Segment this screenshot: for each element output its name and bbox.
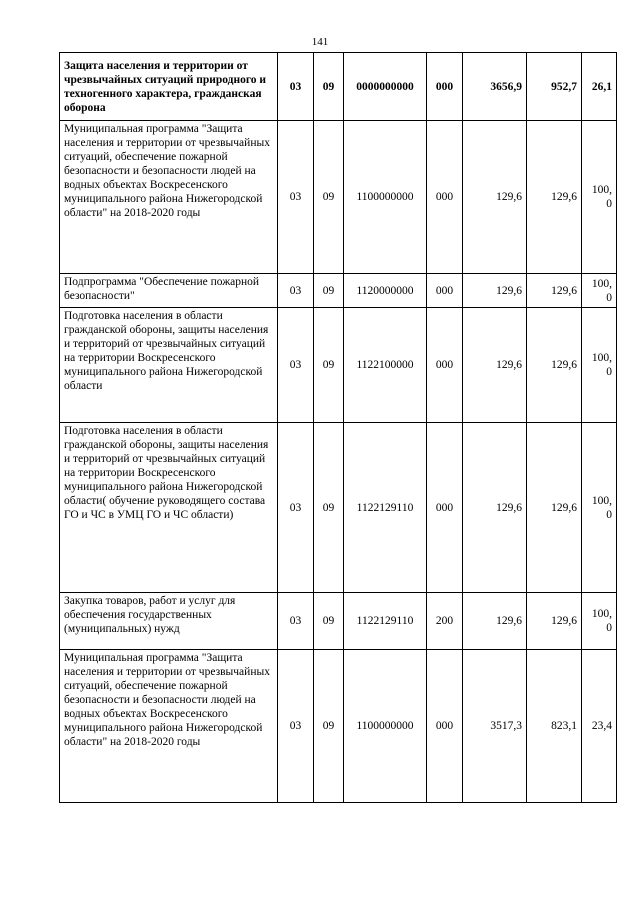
row-section: 03 bbox=[278, 308, 314, 423]
row-percent-part: 0 bbox=[606, 622, 612, 634]
row-percent bbox=[582, 593, 617, 650]
row-actual-value: 129,6 bbox=[527, 274, 582, 308]
row-actual-value: 129,6 bbox=[527, 121, 582, 274]
row-section: 03 bbox=[278, 423, 314, 593]
page-number: 141 bbox=[311, 36, 329, 48]
table-body bbox=[60, 53, 617, 803]
table-row bbox=[60, 308, 617, 423]
row-expense-type: 000 bbox=[427, 650, 463, 803]
row-actual-value: 952,7 bbox=[527, 53, 582, 121]
row-section: 03 bbox=[278, 121, 314, 274]
row-target-article: 1100000000 bbox=[344, 650, 427, 803]
row-actual-value: 129,6 bbox=[527, 308, 582, 423]
row-plan-value: 129,6 bbox=[463, 121, 527, 274]
row-percent bbox=[582, 308, 617, 423]
row-section: 03 bbox=[278, 593, 314, 650]
row-percent-part: 100, bbox=[591, 184, 612, 196]
table-row bbox=[60, 650, 617, 803]
row-section: 03 bbox=[278, 53, 314, 121]
row-name: Закупка товаров, работ и услуг для обеспечения государственных (муниципальных) нужд bbox=[60, 593, 278, 650]
row-plan-value: 3517,3 bbox=[463, 650, 527, 803]
table-row bbox=[60, 274, 617, 308]
row-subsection: 09 bbox=[314, 650, 344, 803]
row-percent-part: 100, bbox=[591, 494, 612, 507]
row-expense-type: 200 bbox=[427, 593, 463, 650]
row-percent-part: 0 bbox=[606, 198, 612, 210]
row-subsection: 09 bbox=[314, 423, 344, 593]
row-actual-value: 129,6 bbox=[527, 593, 582, 650]
row-percent bbox=[582, 650, 617, 803]
row-name: Муниципальная программа "Защита населения и территории от чрезвычайных ситуаций, обеспечение пожарной безопасности и безопасности людей на водных объектах Воскресенского муниципального района Нижегородской области" на 2018-2020 годы bbox=[60, 121, 278, 274]
row-percent bbox=[582, 121, 617, 274]
row-expense-type: 000 bbox=[427, 423, 463, 593]
row-target-article: 1122100000 bbox=[344, 308, 427, 423]
row-percent-part: 23,4 bbox=[591, 720, 612, 732]
row-percent-part: 26,1 bbox=[591, 80, 612, 93]
row-percent-part: 0 bbox=[606, 291, 612, 304]
row-section: 03 bbox=[278, 650, 314, 803]
row-percent bbox=[582, 423, 617, 593]
row-target-article: 0000000000 bbox=[344, 53, 427, 121]
table-row bbox=[60, 53, 617, 121]
row-percent-part: 0 bbox=[606, 508, 612, 521]
row-percent-part: 100, bbox=[591, 277, 612, 290]
row-target-article: 1100000000 bbox=[344, 121, 427, 274]
row-percent bbox=[582, 274, 617, 308]
row-percent-part: 100, bbox=[591, 608, 612, 620]
row-actual-value: 129,6 bbox=[527, 423, 582, 593]
row-expense-type: 000 bbox=[427, 308, 463, 423]
row-section: 03 bbox=[278, 274, 314, 308]
row-name: Муниципальная программа "Защита населения и территории от чрезвычайных ситуаций, обеспечение пожарной безопасности и безопасности людей на водных объектах Воскресенского муниципального района Нижегородской области" на 2018-2020 годы bbox=[60, 650, 278, 803]
row-name: Защита населения и территории от чрезвычайных ситуаций природного и техногенного характера, гражданская оборона bbox=[60, 53, 278, 121]
table-row bbox=[60, 121, 617, 274]
row-plan-value: 3656,9 bbox=[463, 53, 527, 121]
row-name: Подготовка населения в области гражданской обороны, защиты населения и территорий от чрезвычайных ситуаций на территории Воскресенского муниципального района Нижегородской области bbox=[60, 308, 278, 423]
row-subsection: 09 bbox=[314, 274, 344, 308]
budget-table bbox=[59, 52, 617, 803]
row-target-article: 1122129110 bbox=[344, 593, 427, 650]
row-percent-part: 100, bbox=[591, 352, 612, 364]
row-subsection: 09 bbox=[314, 53, 344, 121]
row-percent bbox=[582, 53, 617, 121]
row-plan-value: 129,6 bbox=[463, 308, 527, 423]
table-row bbox=[60, 423, 617, 593]
row-expense-type: 000 bbox=[427, 53, 463, 121]
row-name: Подпрограмма "Обеспечение пожарной безопасности" bbox=[60, 274, 278, 308]
row-name: Подготовка населения в области гражданской обороны, защиты населения и территорий от чрезвычайных ситуаций на территории Воскресенского муниципального района Нижегородской области( обучение руководящего состава ГО и ЧС в УМЦ ГО и ЧС области) bbox=[60, 423, 278, 593]
table-row bbox=[60, 593, 617, 650]
row-target-article: 1122129110 bbox=[344, 423, 427, 593]
row-expense-type: 000 bbox=[427, 121, 463, 274]
row-subsection: 09 bbox=[314, 121, 344, 274]
row-target-article: 1120000000 bbox=[344, 274, 427, 308]
row-subsection: 09 bbox=[314, 308, 344, 423]
row-plan-value: 129,6 bbox=[463, 423, 527, 593]
row-subsection: 09 bbox=[314, 593, 344, 650]
row-plan-value: 129,6 bbox=[463, 274, 527, 308]
row-expense-type: 000 bbox=[427, 274, 463, 308]
row-plan-value: 129,6 bbox=[463, 593, 527, 650]
row-percent-part: 0 bbox=[606, 366, 612, 378]
row-actual-value: 823,1 bbox=[527, 650, 582, 803]
